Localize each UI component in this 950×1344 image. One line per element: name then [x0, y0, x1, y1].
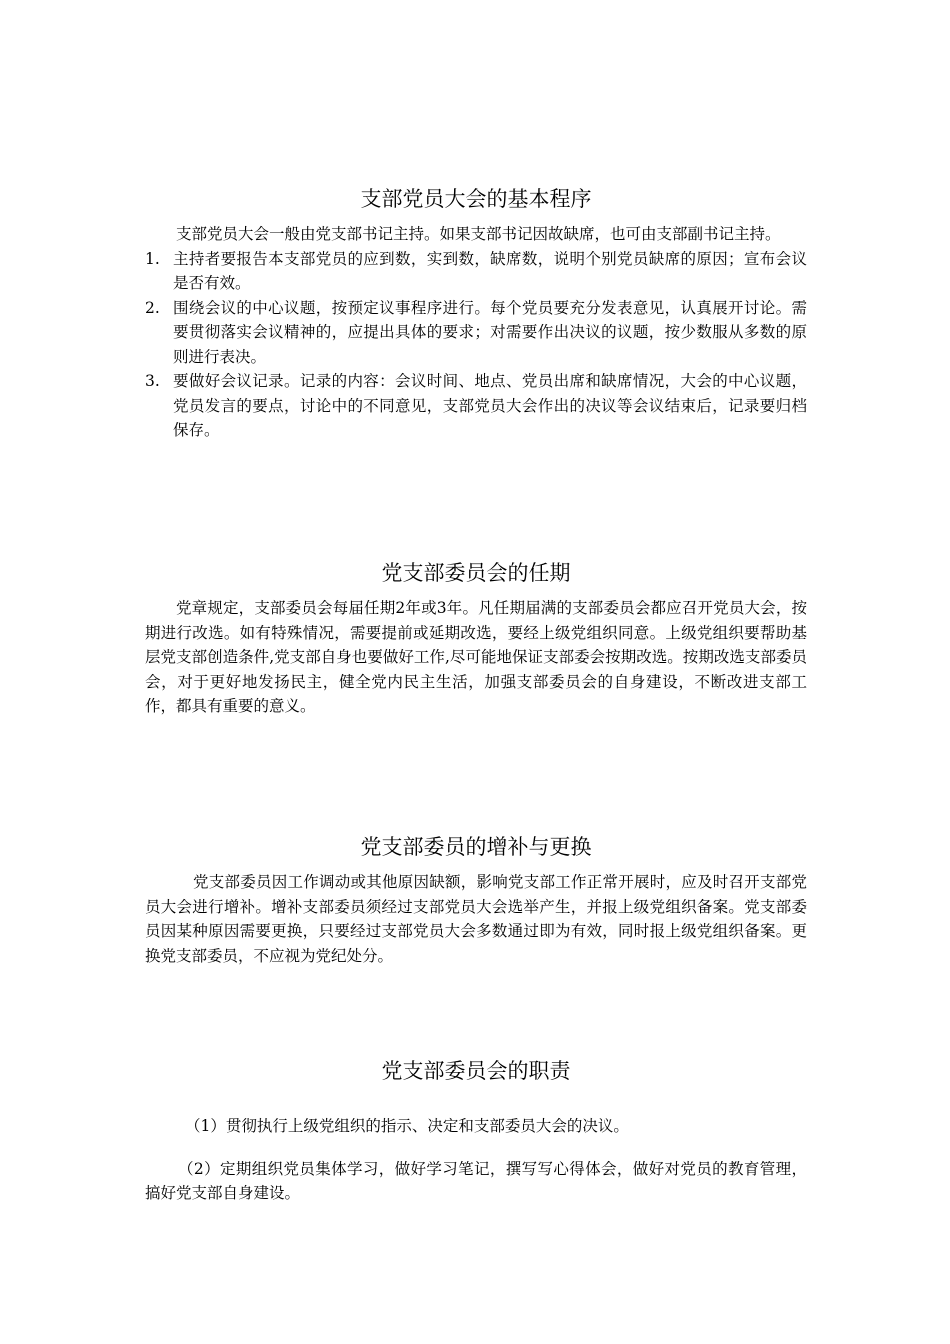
section-body: 党章规定，支部委员会每届任期2年或3年。凡任期届满的支部委员会都应召开党员大会，按期进行改选。如有特殊情况，需要提前或延期改选，要经上级党组织同意。上级党组织要帮助基层党支部创造条件,党支部自身也要做好工作,尽可能地保证支部委会按期改选。按期改选支部委员会，对于更好地发扬民主，健全党内民主生活，加强支部委员会的自身建设，不断改进支部工作，都具有重要的意义。 [145, 599, 807, 715]
list-item [145, 296, 807, 370]
section-title: 党支部委员会的任期 [381, 561, 571, 585]
list-item [145, 369, 807, 443]
section-title: 党支部委员的增补与更换 [360, 835, 592, 859]
list-text: 围绕会议的中心议题，按预定议事程序进行。每个党员要充分发表意见，认真展开讨论。需要贯彻落实会议精神的，应提出具体的要求；对需要作出决议的议题，按少数服从多数的原则进行表决。 [173, 298, 807, 366]
list-number: 1. [145, 249, 160, 268]
duty-item: （1）贯彻执行上级党组织的指示、决定和支部委员大会的决议。 [185, 1117, 629, 1135]
section-title: 支部党员大会的基本程序 [360, 187, 592, 211]
section-member-replacement [145, 832, 807, 968]
section-meeting-procedure [145, 184, 807, 443]
list-number: 3. [145, 372, 160, 390]
procedure-list [145, 247, 807, 443]
section-body: 党支部委员因工作调动或其他原因缺额，影响党支部工作正常开展时，应及时召开支部党员大会进行增补。增补支部委员须经过支部党员大会选举产生，并报上级党组织备案。党支部委员因某种原因需要更换，只要经过支部党员大会多数通过即为有效，同时报上级党组织备案。更换党支部委员，不应视为党纪处分。 [145, 873, 807, 965]
list-text: 主持者要报告本支部党员的应到数，实到数，缺席数，说明个别党员缺席的原因；宣布会议是否有效。 [173, 249, 807, 292]
section-title: 党支部委员会的职责 [381, 1059, 571, 1083]
duty-item: （2）定期组织党员集体学习，做好学习笔记，撰写写心得体会，做好对党员的教育管理，搞好党支部自身建设。 [145, 1159, 807, 1202]
list-item [145, 247, 807, 296]
section-committee-term [145, 558, 807, 719]
list-number: 2. [145, 298, 160, 317]
list-text: 要做好会议记录。记录的内容：会议时间、地点、党员出席和缺席情况，大会的中心议题，党员发言的要点，讨论中的不同意见，支部党员大会作出的决议等会议结束后，记录要归档保存。 [173, 372, 807, 439]
section-committee-duties [145, 1056, 807, 1206]
section-intro: 支部党员大会一般由党支部书记主持。如果支部书记因故缺席，也可由支部副书记主持。 [176, 225, 781, 243]
